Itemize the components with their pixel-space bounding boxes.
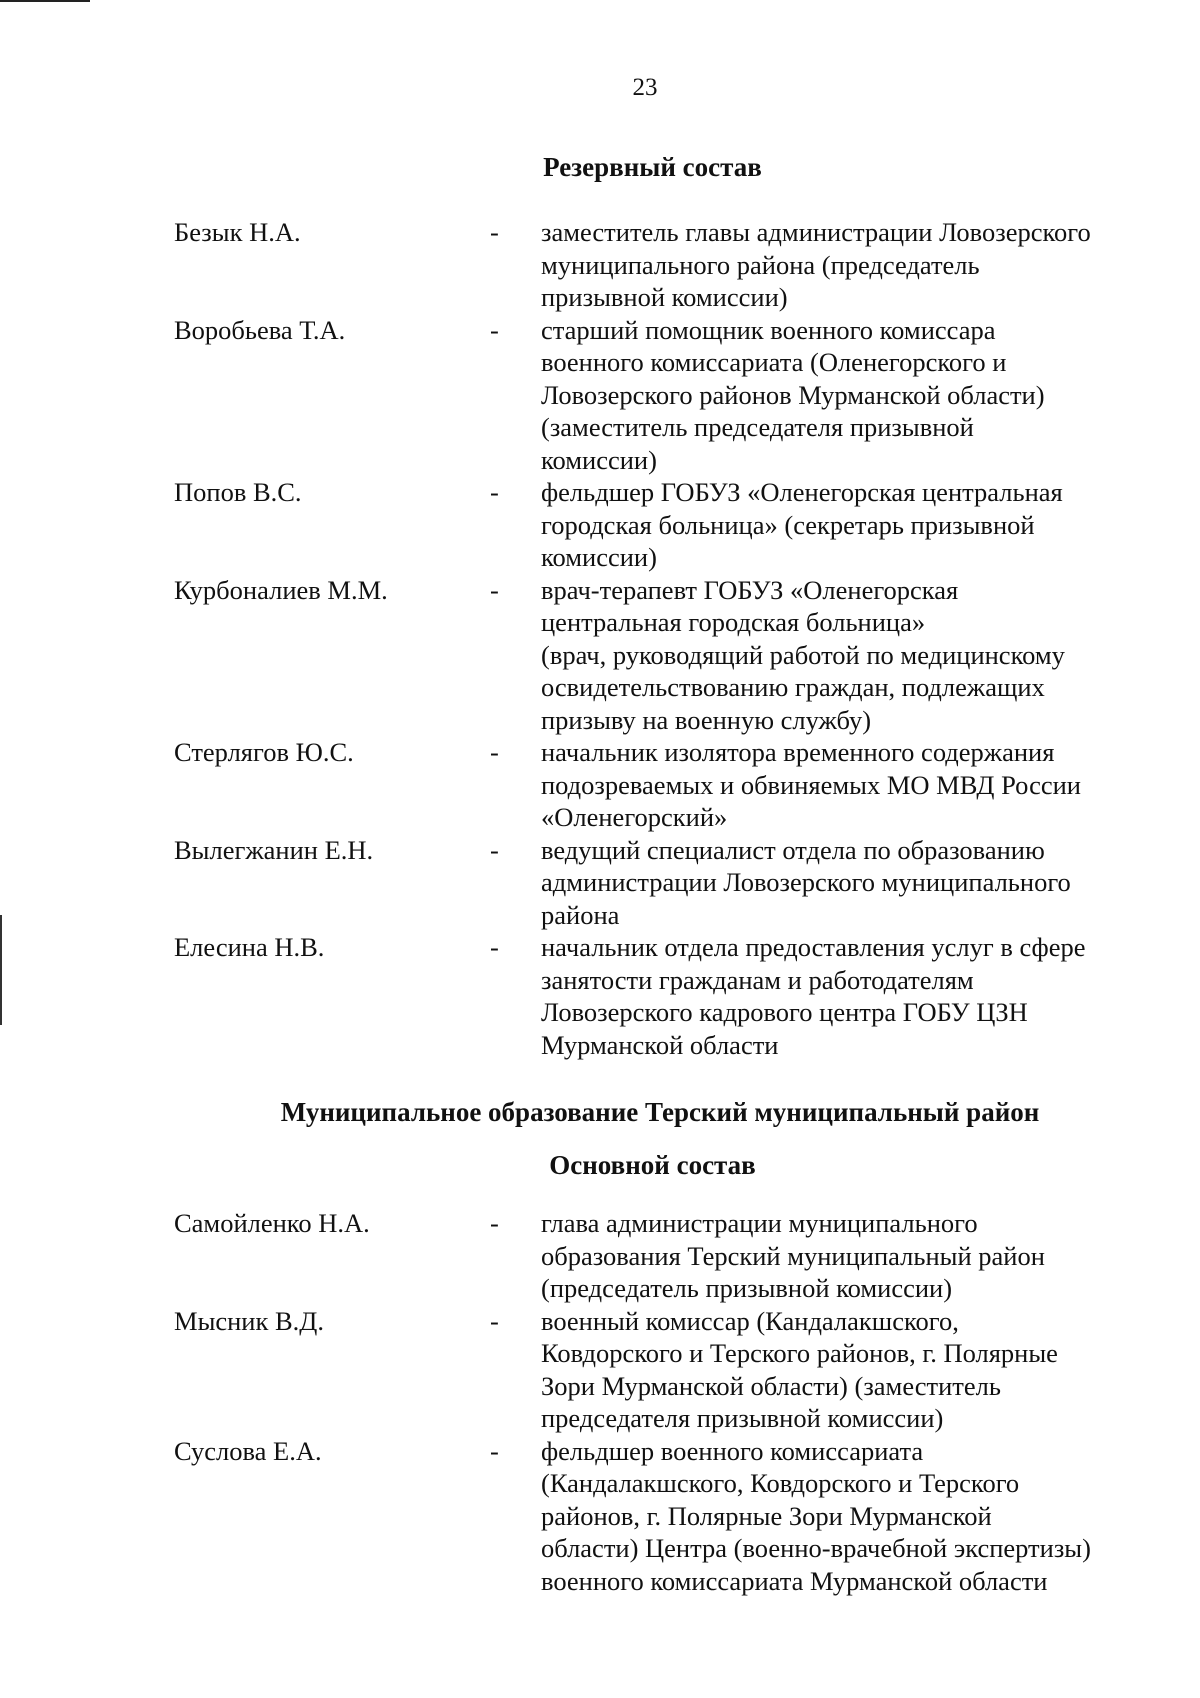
member-role-line: военный комиссар (Кандалакшского, [541, 1305, 959, 1336]
member-role-line: (врач, руководящий работой по медицинскому [541, 639, 1065, 670]
member-role-line: фельдшер военного комиссариата [541, 1435, 924, 1466]
member-role-line: председателя призывной комиссии) [541, 1403, 944, 1433]
member-role-line: занятости гражданам и работодателям [541, 964, 974, 995]
reserve-member-list [0, 216, 1200, 1061]
member-role-line: городская больница» (секретарь призывной [541, 509, 1035, 540]
member-name: Стерлягов Ю.С. [174, 737, 354, 767]
member-name: Самойленко Н.А. [174, 1208, 370, 1238]
reserve-composition-heading: Резервный состав [543, 152, 762, 182]
member-entry [0, 834, 1200, 932]
member-dash: - [490, 1435, 499, 1466]
member-name: Елесина Н.В. [174, 932, 325, 962]
member-role [541, 1207, 1151, 1305]
member-role [541, 834, 1151, 932]
member-role-line: призывной комиссии) [541, 282, 788, 312]
member-role [541, 216, 1151, 314]
member-entry [0, 216, 1200, 314]
member-role [541, 314, 1151, 477]
member-dash: - [490, 737, 499, 767]
member-name: Воробьева Т.А. [174, 314, 346, 345]
member-role-line: старший помощник военного комиссара [541, 314, 996, 345]
member-dash: - [490, 1208, 499, 1238]
member-role-line: глава администрации муниципального [541, 1208, 978, 1238]
member-role [541, 736, 1151, 834]
member-name: Попов В.С. [174, 477, 302, 507]
member-role-line: Мурманской области [541, 1029, 779, 1060]
member-name: Безык Н.А. [174, 217, 301, 247]
member-dash: - [490, 932, 499, 962]
member-role-line: «Оленегорский» [541, 802, 728, 832]
member-role-line: подозреваемых и обвиняемых МО МВД России [541, 769, 1081, 800]
member-role-line: муниципального района (председатель [541, 249, 980, 280]
member-name: Курбоналиев М.М. [174, 574, 388, 605]
member-role-line: военного комиссариата (Оленегорского и [541, 347, 1007, 377]
member-entry [0, 931, 1200, 1061]
member-entry [0, 1435, 1200, 1598]
member-role-line: заместитель главы администрации Ловозерского [541, 217, 1091, 247]
member-entry [0, 1305, 1200, 1435]
member-role-line: (заместитель председателя призывной [541, 412, 974, 442]
member-role-line: (председатель призывной комиссии) [541, 1273, 953, 1303]
member-dash: - [490, 314, 499, 345]
member-role-line: области) Центра (военно-врачебной экспертизы) [541, 1533, 1091, 1563]
member-role-line: Ковдорского и Терского районов, г. Полярные [541, 1338, 1058, 1368]
member-role [541, 476, 1151, 574]
member-name: Мысник В.Д. [174, 1305, 324, 1336]
member-dash: - [490, 477, 499, 507]
member-role-line: освидетельствованию граждан, подлежащих [541, 672, 1045, 702]
member-role-line: начальник изолятора временного содержания [541, 737, 1055, 767]
member-role-line: Ловозерского районов Мурманской области) [541, 379, 1045, 410]
member-role [541, 574, 1151, 737]
page-number: 23 [632, 74, 658, 101]
member-role-line: начальник отдела предоставления услуг в сфере [541, 932, 1086, 962]
member-role-line: ведущий специалист отдела по образованию [541, 834, 1045, 865]
member-role-line: Ловозерского кадрового центра ГОБУ ЦЗН [541, 997, 1028, 1027]
member-role [541, 1305, 1151, 1435]
member-role-line: врач-терапевт ГОБУЗ «Оленегорская [541, 574, 959, 605]
member-role-line: образования Терский муниципальный район [541, 1240, 1045, 1271]
member-role-line: центральная городская больница» [541, 607, 926, 637]
member-entry [0, 476, 1200, 574]
member-role-line: комиссии) [541, 444, 657, 475]
municipality-heading: Муниципальное образование Терский муниципальный район [280, 1097, 1040, 1127]
member-entry [0, 574, 1200, 737]
member-role-line: (Кандалакшского, Ковдорского и Терского [541, 1468, 1020, 1498]
member-role-line: призыву на военную службу) [541, 704, 872, 735]
main-composition-heading: Основной состав [549, 1150, 756, 1180]
member-role [541, 1435, 1151, 1598]
member-dash: - [490, 1305, 499, 1336]
member-name: Вылегжанин Е.Н. [174, 834, 374, 865]
member-dash: - [490, 834, 499, 865]
member-role-line: комиссии) [541, 542, 657, 572]
member-entry [0, 1207, 1200, 1305]
member-role-line: района [541, 899, 620, 930]
member-role-line: фельдшер ГОБУЗ «Оленегорская центральная [541, 477, 1063, 507]
main-member-list [0, 1207, 1200, 1597]
member-role-line: районов, г. Полярные Зори Мурманской [541, 1500, 992, 1531]
member-role-line: Зори Мурманской области) (заместитель [541, 1370, 1001, 1401]
member-role [541, 931, 1151, 1061]
member-entry [0, 736, 1200, 834]
member-role-line: военного комиссариата Мурманской области [541, 1565, 1048, 1596]
member-name: Суслова Е.А. [174, 1435, 322, 1466]
member-dash: - [490, 574, 499, 605]
scan-edge-mark-top [0, 0, 90, 2]
member-dash: - [490, 217, 499, 247]
member-role-line: администрации Ловозерского муниципального [541, 867, 1071, 897]
member-entry [0, 314, 1200, 477]
